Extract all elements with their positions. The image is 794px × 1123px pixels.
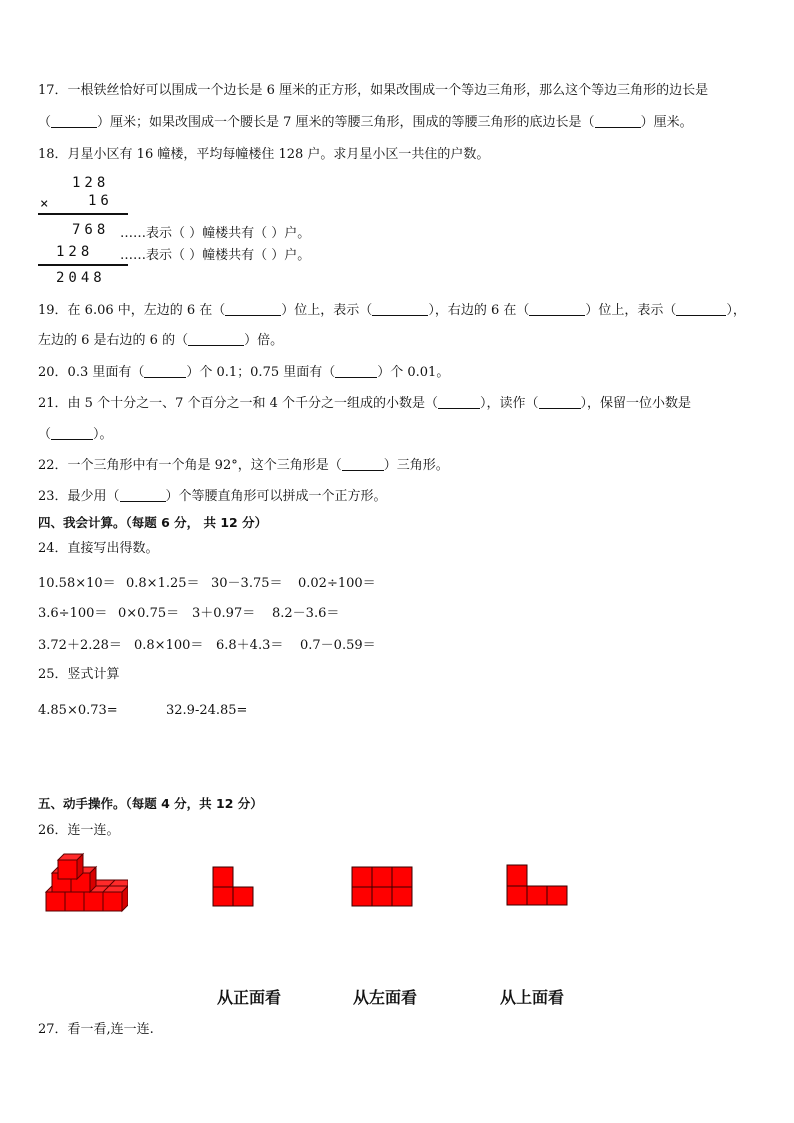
cube-face xyxy=(65,892,84,911)
view-square xyxy=(507,886,527,905)
question-19-line1 xyxy=(38,302,746,320)
q24-item: 0×0.75＝ xyxy=(118,606,180,621)
q19-line2-text-a: 左边的 6 是右边的 6 的（ xyxy=(38,333,189,348)
q24-item: 0.7－0.59＝ xyxy=(300,638,376,653)
q17-answer-blank-1[interactable] xyxy=(51,115,97,128)
view-square xyxy=(352,887,372,906)
q17-mid-text: ）厘米；如果改围成一个腰长是 7 厘米的等腰三角形，围成的等腰三角形的底边长是（ xyxy=(97,115,595,130)
q18-partial-1-note: ……表示（ ）幢楼共有（ ）户。 xyxy=(120,226,311,241)
q20-blank-1[interactable] xyxy=(144,365,186,378)
q23-text-a: 23．最少用（ xyxy=(38,489,120,504)
q18-partial-2-note: ……表示（ ）幢楼共有（ ）户。 xyxy=(120,248,311,263)
q20-text-a: 20．0.3 里面有（ xyxy=(38,365,145,380)
question-22 xyxy=(38,457,449,475)
q25-item-2: 32.9-24.85= xyxy=(166,703,248,718)
q24-item: 3＋0.97＝ xyxy=(192,606,256,621)
q20-text-b: ）个 0.1；0.75 里面有（ xyxy=(186,365,336,380)
view-square xyxy=(213,867,233,887)
q24-item: 0.8×1.25＝ xyxy=(126,576,200,591)
q19-blank-3[interactable] xyxy=(529,303,585,316)
view-square xyxy=(372,867,392,887)
q18-multiplicand: 128 xyxy=(72,175,110,191)
question-20 xyxy=(38,364,449,382)
view-square xyxy=(352,867,372,887)
q21-blank-2[interactable] xyxy=(539,396,581,409)
q18-partial-2: 128 xyxy=(56,244,94,260)
q23-blank[interactable] xyxy=(120,489,166,502)
q21-line2-close: ）。 xyxy=(93,427,113,442)
q26-label-left-view: 从左面看 xyxy=(353,988,418,1007)
question-21-line2 xyxy=(38,426,113,444)
q21-blank-1[interactable] xyxy=(438,396,480,409)
q25-item-1: 4.85×0.73= xyxy=(38,703,118,718)
q24-item: 0.8×100＝ xyxy=(134,638,204,653)
q26-view-grid xyxy=(351,866,413,908)
view-square xyxy=(527,886,547,905)
q18-product: 2048 xyxy=(56,270,106,286)
q19-text-b: ）位上，表示（ xyxy=(281,303,373,318)
q24-item: 3.72＋2.28＝ xyxy=(38,638,122,653)
view-square xyxy=(392,867,412,887)
q21-text-a: 21．由 5 个十分之一、7 个百分之一和 4 个千分之一组成的小数是（ xyxy=(38,396,439,411)
q19-text-e: ）， xyxy=(726,303,746,318)
q19-blank-1[interactable] xyxy=(225,303,281,316)
cube-face xyxy=(46,892,65,911)
cube-face xyxy=(103,892,122,911)
section-5-heading: 五、动手操作。（每题 4 分，共 12 分） xyxy=(38,796,263,811)
q19-blank-2[interactable] xyxy=(372,303,428,316)
q22-blank[interactable] xyxy=(342,458,384,471)
question-24-text: 24．直接写出得数。 xyxy=(38,541,159,556)
q21-text-b: ），读作（ xyxy=(480,396,539,411)
question-25-text: 25．竖式计算 xyxy=(38,667,120,682)
q18-multiplier: 16 xyxy=(88,193,113,209)
q19-line2-text-b: ）倍。 xyxy=(244,333,284,348)
q21-line2-open: （ xyxy=(38,427,52,442)
q17-end-text: ）厘米。 xyxy=(640,115,693,130)
question-18-text: 18．月星小区有 16 幢楼，平均每幢楼住 128 户。求月星小区一共住的户数。 xyxy=(38,147,490,162)
q22-text-a: 22．一个三角形中有一个角是 92°，这个三角形是（ xyxy=(38,458,342,473)
q22-text-b: ）三角形。 xyxy=(383,458,449,473)
q19-text-d: ）位上，表示（ xyxy=(585,303,677,318)
q24-item: 8.2－3.6＝ xyxy=(272,606,340,621)
q18-partial-1: 768 xyxy=(72,222,110,238)
cube-face xyxy=(58,860,77,879)
view-square xyxy=(507,865,527,886)
q26-3d-cube-figure xyxy=(44,852,128,914)
q24-item: 30－3.75＝ xyxy=(211,576,283,591)
question-17-line2 xyxy=(38,114,693,132)
q19-blank-5[interactable] xyxy=(188,333,244,346)
view-square xyxy=(213,887,233,906)
q24-item: 10.58×10＝ xyxy=(38,576,116,591)
q24-item: 0.02÷100＝ xyxy=(298,576,376,591)
q26-label-front-view: 从正面看 xyxy=(217,988,282,1007)
q26-view-l-shape xyxy=(212,866,256,908)
question-19-line2 xyxy=(38,332,283,350)
q26-label-top-view: 从上面看 xyxy=(500,988,565,1007)
q24-item: 3.6÷100＝ xyxy=(38,606,108,621)
question-27-text: 27．看一看,连一连. xyxy=(38,1022,154,1037)
view-square xyxy=(392,887,412,906)
q18-times-sign: × xyxy=(40,196,49,212)
q20-blank-2[interactable] xyxy=(335,365,377,378)
q19-blank-4[interactable] xyxy=(676,303,726,316)
q17-answer-blank-2[interactable] xyxy=(595,115,641,128)
q21-blank-3[interactable] xyxy=(51,427,93,440)
q26-view-wide-l xyxy=(506,864,570,908)
section-4-heading: 四、我会计算。（每题 6 分， 共 12 分） xyxy=(38,515,268,530)
q18-rule-1 xyxy=(38,213,128,215)
q21-text-c: ），保留一位小数是 xyxy=(580,396,692,411)
q18-rule-2 xyxy=(38,264,128,266)
q20-text-c: ）个 0.01。 xyxy=(377,365,450,380)
q24-item: 6.8＋4.3＝ xyxy=(216,638,284,653)
q19-text-c: ），右边的 6 在（ xyxy=(428,303,530,318)
q17-open-paren: （ xyxy=(38,115,52,130)
question-17-line1: 17．一根铁丝恰好可以围成一个边长是 6 厘米的正方形，如果改围成一个等边三角形，那么这个等边三角形的边长是 xyxy=(38,83,709,98)
q19-text-a: 19．在 6.06 中，左边的 6 在（ xyxy=(38,303,226,318)
view-square xyxy=(233,887,253,906)
question-21-line1 xyxy=(38,395,691,413)
view-square xyxy=(372,887,392,906)
view-square xyxy=(547,886,567,905)
q23-text-b: ）个等腰直角形可以拼成一个正方形。 xyxy=(165,489,387,504)
cube-face xyxy=(84,892,103,911)
question-26-text: 26．连一连。 xyxy=(38,823,120,838)
question-23 xyxy=(38,488,387,506)
